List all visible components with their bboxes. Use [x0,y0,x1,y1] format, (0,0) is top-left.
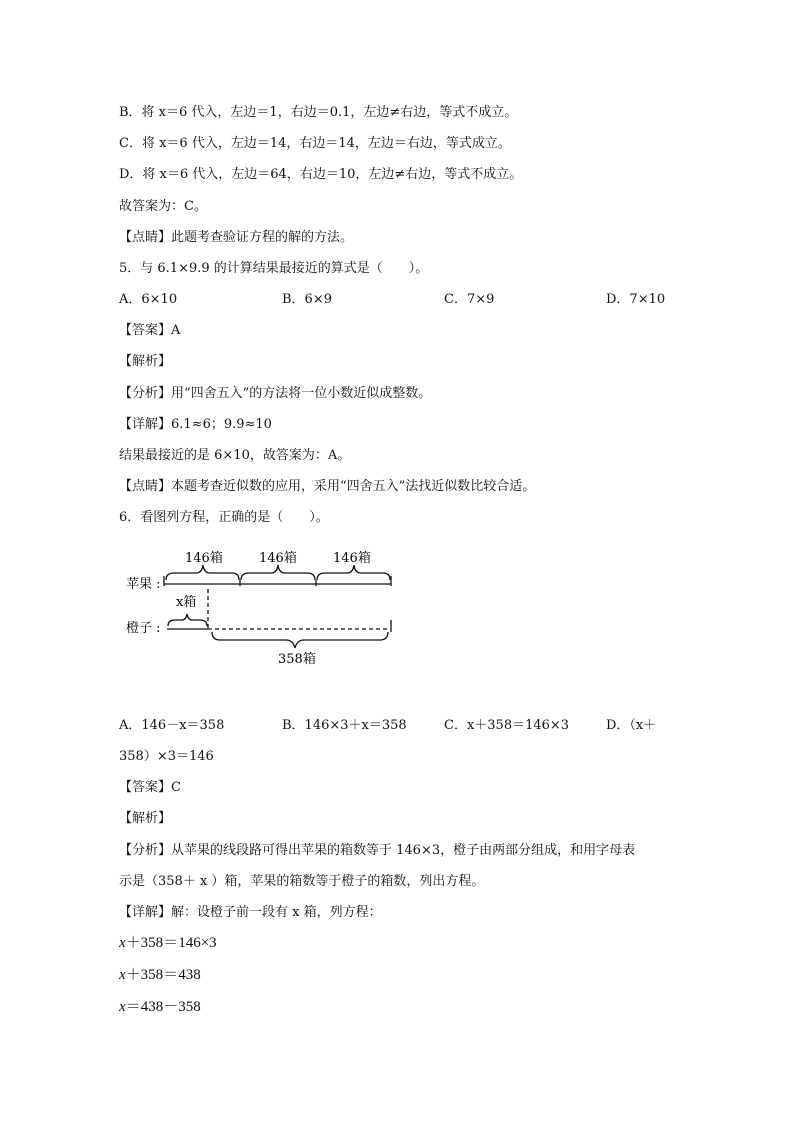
answer-line: 故答案为：C。 [119,199,207,214]
q5-option-b: B．6×9 [282,292,332,307]
q6-jiexi: 【解析】 [119,811,172,826]
q6-option-a: A．146－x＝358 [119,718,225,733]
q6-option-d-continued: 358）×3＝146 [119,749,214,764]
eq2-plus: ＋358＝ [125,967,179,983]
q5-option-c: C．7×9 [444,292,495,307]
solution-line-d: D．将 x＝6 代入，左边＝64，右边＝10，左边≠右边，等式不成立。 [119,167,523,182]
q6-analysis-2: 示是（358＋ x ）箱，苹果的箱数等于橙子的箱数，列出方程。 [119,874,485,889]
apple-seg-1-label: 146箱 [185,551,223,566]
q6-detail: 【详解】解：设橙子前一段有 x 箱，列方程： [119,905,382,920]
q5-analysis: 【分析】用“四舍五入”的方法将一位小数近似成整数。 [119,386,432,401]
solution-line-c: C．将 x＝6 代入，左边＝14，右边＝14，左边＝右边，等式成立。 [119,136,511,151]
q6-option-b: B．146×3＋x＝358 [282,718,407,733]
orange-row-label: 橙子 : [126,621,161,636]
eq2-rhs: 438 [178,967,201,983]
q6-analysis-1: 【分析】从苹果的线段路可得出苹果的箱数等于 146×3，橙子由两部分组成，和用字母表 [119,843,636,858]
note-line: 【点睛】此题考查验证方程的解的方法。 [119,230,354,245]
q5-jiexi: 【解析】 [119,354,172,369]
equation-2: x＋358＝438 [119,967,201,983]
q5-detail: 【详解】6.1≈6；9.9≈10 [119,417,272,432]
q5-result: 结果最接近的是 6×10，故答案为：A。 [119,448,351,463]
q6-option-d: D．（x＋ [606,718,657,733]
equation-3: x＝438－358 [119,999,201,1015]
question-6: 6．看图列方程，正确的是（ ）。 [119,510,329,525]
apple-row-label: 苹果 : [126,577,161,592]
q5-option-d: D．7×10 [606,292,666,307]
line-segment-diagram [120,540,410,675]
orange-358-label: 358箱 [278,652,316,667]
eq3-eq: ＝ [125,999,141,1015]
q6-answer: 【答案】C [119,780,181,795]
question-5: 5．与 6.1×9.9 的计算结果最接近的算式是（ ）。 [119,261,429,276]
q5-option-a: A．6×10 [119,292,178,307]
eq1-rhs: 146×3 [178,935,217,951]
orange-x-label: x箱 [176,595,197,610]
eq3-rhs: 438－358 [140,999,201,1015]
q6-option-c: C．x＋358＝146×3 [444,718,570,733]
q5-note: 【点睛】本题考查近似数的应用，采用“四舍五入”法找近似数比较合适。 [119,479,536,494]
eq1-plus: ＋358＝ [125,935,179,951]
q5-answer: 【答案】A [119,323,181,338]
apple-seg-2-label: 146箱 [259,551,297,566]
solution-line-b: B．将 x＝6 代入，左边＝1，右边＝0.1，左边≠右边，等式不成立。 [119,105,518,120]
equation-1: x＋358＝146×3 [119,935,217,951]
apple-seg-3-label: 146箱 [333,551,371,566]
